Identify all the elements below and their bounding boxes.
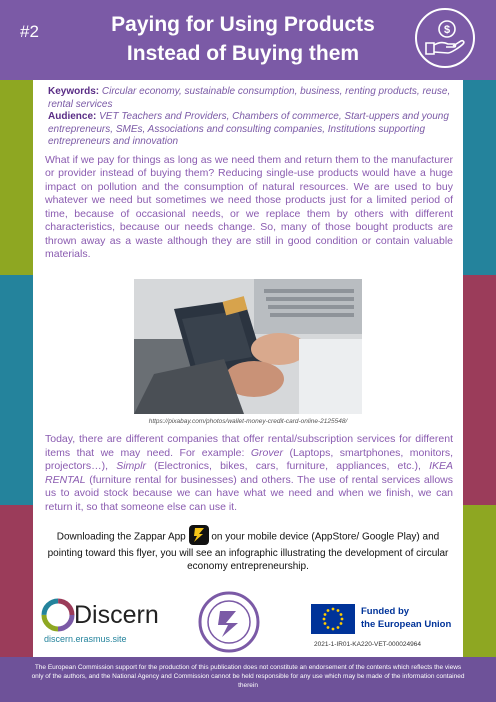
title-line-1: Paying for Using Products	[111, 13, 375, 36]
company-ikea: IKEA RENTAL	[45, 460, 454, 486]
right-stripe-maroon	[463, 275, 496, 505]
para2-text-2: (Laptops, smartphones, monitors, projectors…),	[45, 446, 453, 472]
hand-coin-icon	[415, 8, 475, 68]
flyer-number: #2	[20, 22, 39, 41]
zappar-text-before: Downloading the Zappar App	[56, 531, 186, 543]
left-stripe-green	[0, 80, 33, 275]
eu-funded-line-2: the European Union	[361, 619, 452, 630]
eu-funding-logo	[311, 604, 461, 634]
right-stripe-green	[463, 505, 496, 657]
intro-paragraph: What if we pay for things as long as we need them and return them to the manufacturer or provider instead of buying them? Reducing single-use products would have a huge impact on pollution and the consumption of natural resources. We are used to buy whatever we need but sometimes we need those products just for a limited period of time, because of occasional needs, or we replace them by others with different characteristics, because our needs change. So, many of those bought products are thrown away as a waste although they are still in good condition or contain valuable materials.	[45, 153, 453, 260]
meta-block	[48, 86, 456, 149]
left-stripe-maroon	[0, 505, 33, 657]
zappar-text-after: on your mobile device (AppStore/ Google Play) and pointing toward this flyer, you will see an infographic illustrating the development of circular economy entrepreneurship.	[47, 531, 449, 572]
company-grover: Grover	[250, 446, 283, 459]
right-stripe-teal	[463, 80, 496, 275]
discern-name: Discern	[74, 601, 159, 629]
image-credit: https://pixabay.com/photos/wallet-money-credit-card-online-2125548/	[148, 418, 348, 425]
para2-text-3: (Electronics, bikes, cars, furniture, appliances, etc.),	[145, 460, 430, 472]
keywords-label: Keywords:	[48, 86, 100, 97]
wallet-photo	[134, 279, 362, 414]
zappar-app-icon[interactable]	[189, 525, 209, 545]
discern-logo	[40, 597, 165, 647]
eu-funded-line-1: Funded by	[361, 606, 410, 617]
keywords-text: Circular economy, sustainable consumption, business, renting products, reuse, rental services	[48, 86, 451, 110]
second-paragraph	[45, 433, 453, 514]
svg-text:$: $	[443, 24, 451, 36]
project-code: 2021-1-IR01-KA220-VET-000024964	[314, 641, 421, 648]
para2-text-4: (furniture rental for businesses) and others. The use of rental services allows us to avoid stock because we can have what we need and when we finish, we can return it, so that someone else can use it.	[45, 473, 453, 513]
zappar-instructions	[40, 527, 456, 573]
audience-text: VET Teachers and Providers, Chambers of commerce, Start-uppers and young entrepreneurs, SMEs, Associations and consulting companies, Institutions supporting entrepreneurs and innovation	[48, 111, 449, 147]
discern-mark-icon	[40, 597, 76, 633]
partner-seal-logo	[196, 591, 262, 653]
audience-label: Audience:	[48, 111, 97, 122]
title-line-2: Instead of Buying them	[126, 42, 360, 65]
para2-text-1: Today, there are different companies that offer rental/subscription services for different items that we may need. For example:	[45, 433, 453, 459]
company-simplr: Simplr	[116, 460, 146, 472]
eu-flag-icon	[311, 604, 355, 634]
main-content	[33, 80, 463, 262]
left-stripe-teal	[0, 275, 33, 505]
footer-disclaimer: The European Commission support for the production of this publication does not constitute an endorsement of the contents which reflects the views only of the authors, and the National Agency and Commission cannot be held responsible for any use which may be made of the information contained therein	[31, 664, 465, 689]
page-title	[70, 10, 416, 68]
discern-url[interactable]: discern.erasmus.site	[44, 634, 127, 644]
header-banner	[0, 0, 496, 80]
footer	[0, 657, 496, 702]
